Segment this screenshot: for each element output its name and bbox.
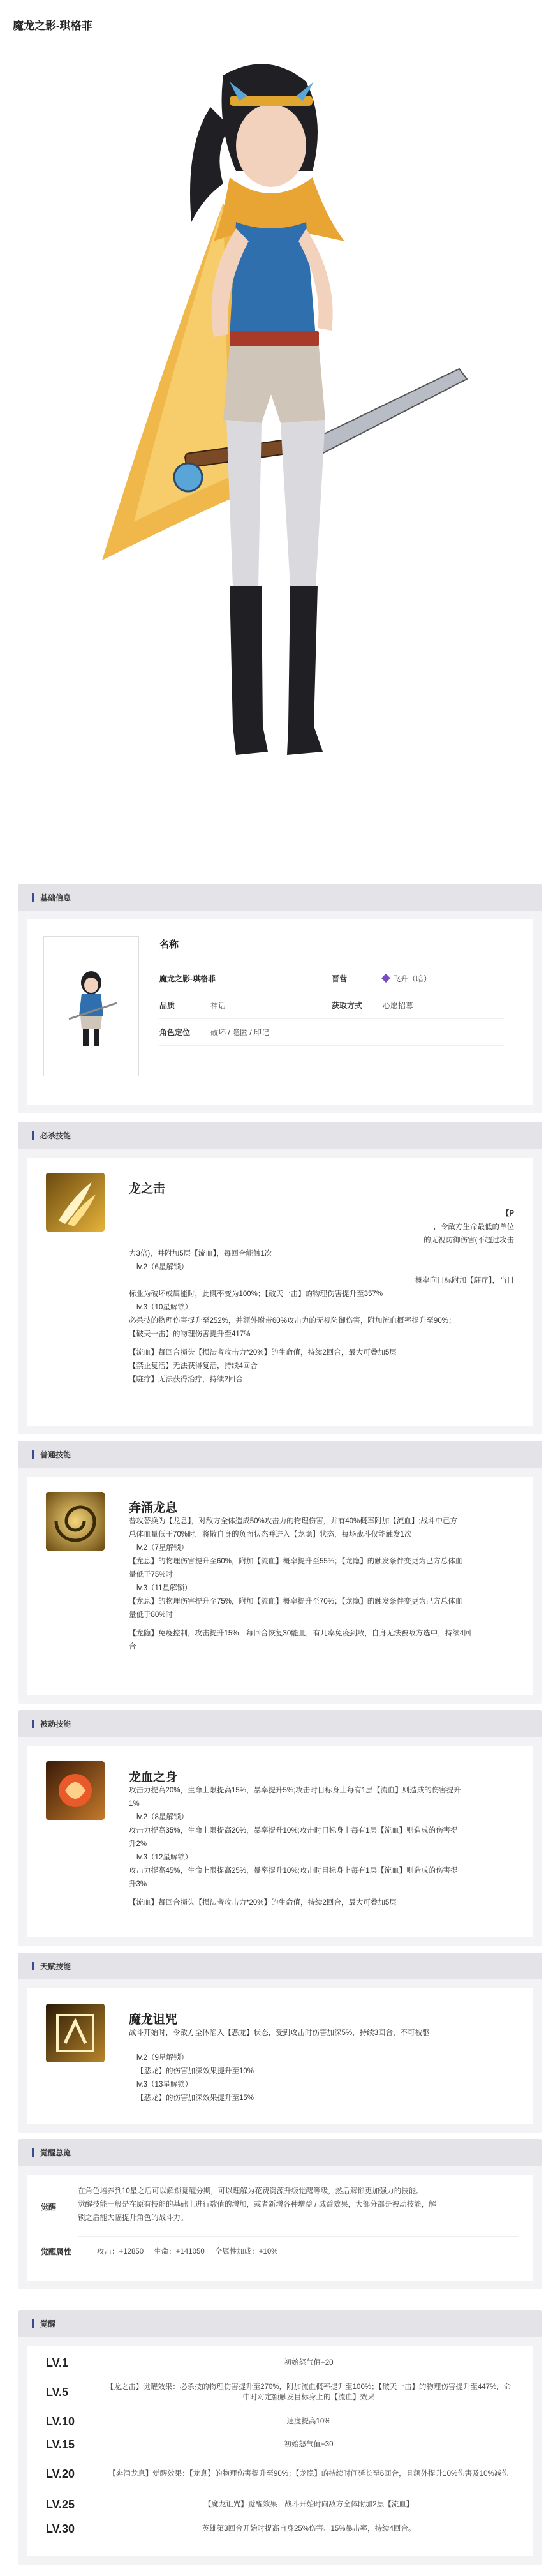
info-row-rarity [159,992,504,1019]
normal-skill-panel [18,1441,542,1704]
level-row: LV.15 初始怒气值+30 [46,2438,334,2451]
basic-info-panel [18,884,542,1113]
skill2-name: 奔涌龙息 [129,1501,178,1515]
ultimate-skill-panel [18,1122,542,1434]
level-row: LV.20 【奔涌龙息】觉醒效果：【龙息】的物理伤害提升至90%；【龙隐】的持续时间延长至6回合，且额外提升10%伤害及10%减伤 [46,2467,509,2480]
passive-skill-body [27,1746,533,1937]
awaken-divider [78,2236,518,2237]
talent-skill-body [27,1988,533,2124]
skill1-description: 【P ，令敌方生命最低的单位 的无视防御伤害(不超过攻击 力3倍)，并附加5层【流血】，每回合能触1次 lv.2（6星解锁） 概率向目标附加【駐疗】，当目 标业为破坏或属能时，此概率变为100%；【破天一击】的物理伤害提升至357% lv.3（10星解锁） 必杀技的物理伤害提升至252%，并额外附带60%攻击力的无视防御伤害，附加流血概率提升至90%； 【破天一击】的物理伤害提升至417% 【流血】每回合损失【损法者攻击力*20%】的生命值，持续2回合，最大可叠加5层 【禁止复活】无法获得复活，持续4回合 【駐疗】无法获得治疗，持续2回合 [129,1210,514,1383]
awaken-overview-body [27,2175,533,2281]
awaken-overview-panel [18,2139,542,2289]
skill4-name: 魔龙诅咒 [129,2013,178,2027]
hero-character-illustration [77,37,485,828]
talent-skill-panel [18,1953,542,2133]
obtain-value: 心愿招募 [383,1001,414,1010]
skill4-description: 战斗开始时，令敌方全体陷入【恶龙】状态，受到攻击时伤害加深5%，持续3回合，不可被驱 lv.2（9星解锁） 【恶龙】的伤害加深效果提升至10% lv.3（13星解锁） 【恶龙】的伤害加深效果提升至15% [129,2029,430,2102]
purple-gem-icon [381,974,390,983]
awaken-levels-body [27,2346,533,2556]
level-row: LV.1 初始怒气值+20 [46,2356,334,2369]
ultimate-skill-header: 必杀技能 [18,1122,542,1149]
skill2-description: 普攻替换为【龙息】，对敌方全体造成50%攻击力的物理伤害，并有40%概率附加【流血】;战斗中己方 总体血量低于70%时，将散自身的负面状态并进入【龙隐】状态，每场战斗仅能触发1次 lv.2（7星解锁） 【龙息】的物理伤害提升至60%，附加【流血】概率提升至55%；【龙隐】的触发条件变更为己方总体血 量低于75%时 lv.3（11星解锁） 【龙息】的物理伤害提升至75%，附加【流血】概率提升至70%；【龙隐】的触发条件变更为己方总体血 量低于80%时 【龙隐】免疫控制，攻击提升15%，每回合恢复30能量，有几率免疫到敌，自身无法被敌方选中，持续4回 合 [129,1517,471,1651]
awaken-levels-header: 觉醒 [18,2310,542,2337]
normal-skill-body [27,1477,533,1695]
page-title: 魔龙之影-琪格菲 [13,20,92,32]
awaken-description: 在角色培养到10星之后可以解锁觉醒分期，可以理解为花费资源升级觉醒等级，然后解锁更加强力的技能。 觉醒技能一般是在原有技能的基础上进行数值的增加，或者新增各种增益 / 减益效果，大部分都是被动技能，解 锁之后能大幅提升角色的战斗力。 [78,2187,436,2222]
awaken-attr-value: 攻击：+12850 生命：+141050 全属性加成：+10% [97,2248,278,2256]
info-row-position [159,1019,504,1046]
passive-skill-panel [18,1710,542,1946]
name-value: 魔龙之影-琪格菲 [159,974,216,983]
ultimate-skill-body [27,1158,533,1426]
skill3-name: 龙血之身 [129,1771,178,1784]
talent-skill-header: 天赋技能 [18,1953,542,1979]
awaken-overview-header: 觉醒总览 [18,2139,542,2166]
promote-value: 飞升（暗） [383,973,504,984]
dragon-rune-icon [46,2004,105,2062]
passive-skill-header: 被动技能 [18,1710,542,1737]
blood-dragon-icon [46,1761,105,1820]
basic-info-header: 基础信息 [18,884,542,911]
basic-info-body [27,919,533,1105]
swirl-wind-icon [46,1492,105,1551]
dragon-claw-icon [46,1173,105,1232]
level-row: LV.25 【魔龙诅咒】觉醒效果：战斗开始时向敌方全体附加2层【流血】 [46,2498,414,2511]
awaken-label: 觉醒 [41,2203,57,2212]
level-row: LV.30 英雄第3回合开始时提高自身25%伤害、15%暴击率，持续4回合。 [46,2522,416,2535]
rarity-value: 神话 [210,1001,226,1010]
promote-label: 晋营 [332,974,348,983]
normal-skill-header: 普通技能 [18,1441,542,1468]
name-heading: 名称 [159,939,179,950]
level-row: LV.10 速度提高10% [46,2415,331,2428]
character-portrait [43,936,139,1076]
skill3-description: 攻击力提高20%，生命上限提高15%，暴率提升5%;攻击时目标身上每有1层【流血】则造成的伤害提升 1% lv.2（8星解锁） 攻击力提高35%，生命上限提高20%，暴率提升10%;攻击时目标身上每有1层【流血】则造成的伤害提 升2% lv.3（12星解锁） 攻击力提高45%，生命上限提高25%，暴率提升10%;攻击时目标身上每有1层【流血】则造成的伤害提 升3% 【流血】每回合损失【损法者攻击力*20%】的生命值，持续2回合，最大可叠加5层 [129,1787,461,1907]
position-value: 破坏 / 隐匿 / 印记 [210,1028,270,1037]
position-label: 角色定位 [159,1028,191,1037]
level-row: LV.5 【龙之击】觉醒效果：必杀技的物理伤害提升至270%，附加流血概率提升至100%；【破天一击】的物理伤害提升至447%，命中时对定额触发目标身上的【流血】效果 [46,2383,512,2401]
skill1-name: 龙之击 [129,1182,166,1196]
obtain-label: 获取方式 [332,1001,363,1010]
info-row-name [159,965,504,992]
info-grid [159,965,504,1046]
rarity-label: 品质 [159,1001,175,1010]
awaken-attr-label: 觉醒属性 [41,2247,72,2256]
awaken-levels-panel [18,2310,542,2565]
